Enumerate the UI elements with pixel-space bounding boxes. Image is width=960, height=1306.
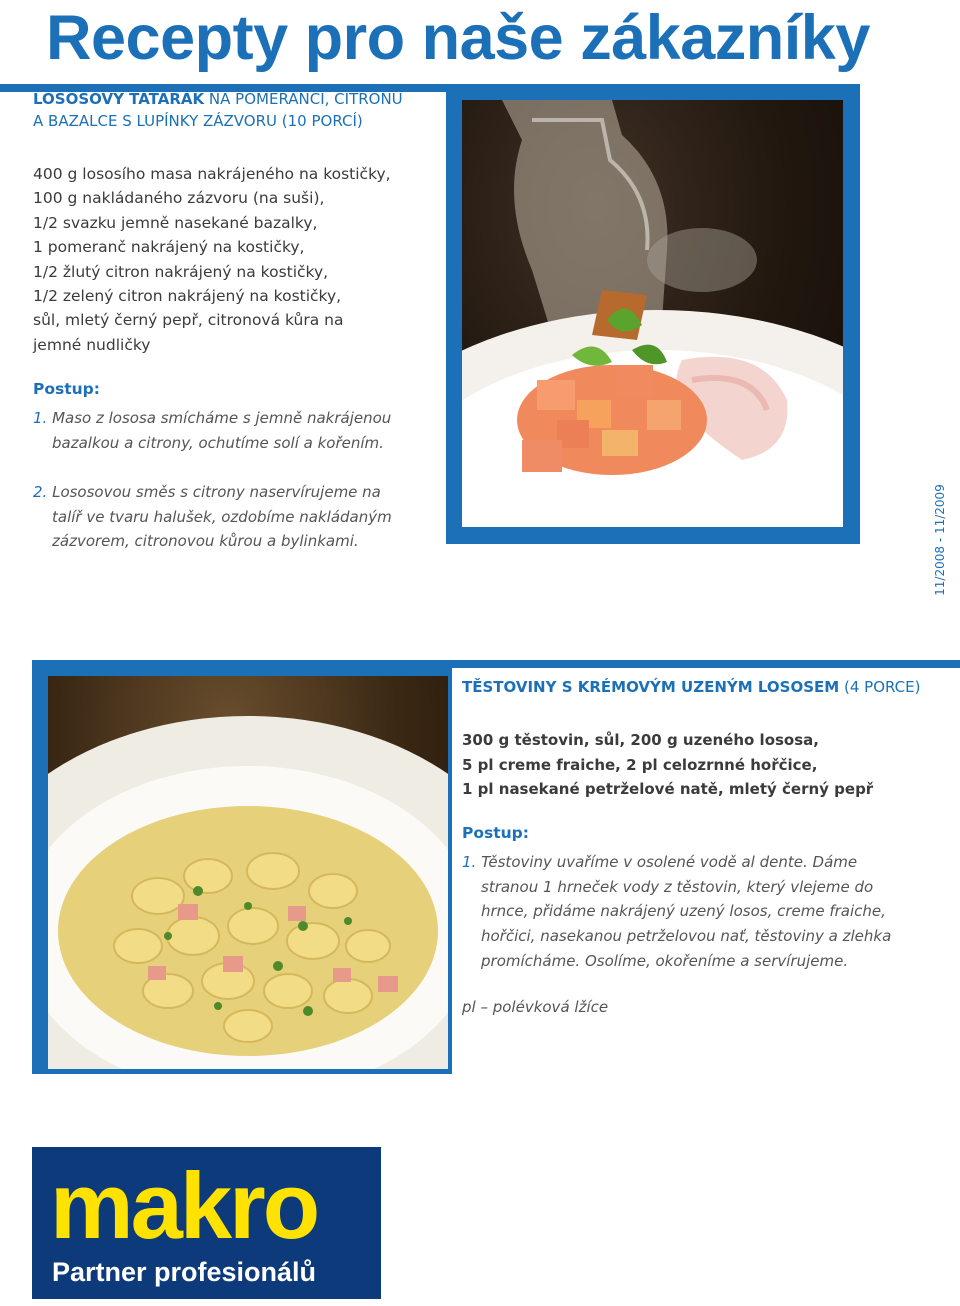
recipe1-postup-label: Postup: bbox=[33, 380, 100, 398]
ingredient-line: 1/2 svazku jemně nasekané bazalky, bbox=[33, 213, 318, 232]
ingredient-line: jemné nudličky bbox=[33, 335, 151, 354]
recipe1-ingredients bbox=[33, 162, 443, 357]
step-number: 1. bbox=[462, 853, 477, 871]
abbreviation-note: pl – polévková lžíce bbox=[462, 998, 609, 1016]
step-text: Maso z lososa smícháme s jemně nakrájenou bbox=[47, 409, 392, 427]
recipe2-title bbox=[462, 676, 960, 698]
recipe1-title-line2: A BAZALCE S LUPÍNKY ZÁZVORU (10 PORCÍ) bbox=[33, 112, 363, 130]
step-text: promícháme. Osolíme, okořeníme a servírujeme. bbox=[481, 951, 849, 970]
validity-date: 11/2008 - 11/2009 bbox=[933, 484, 947, 596]
recipe1-step-1 bbox=[33, 406, 443, 455]
ingredient-line: 300 g těstovin, sůl, 200 g uzeného lososa, bbox=[462, 731, 819, 749]
ingredient-line: 100 g nakládaného zázvoru (na suši), bbox=[33, 189, 325, 208]
recipe2-step-1 bbox=[462, 850, 952, 974]
recipe1-title-rest: NA POMERANČI, CITRONU bbox=[204, 90, 403, 108]
recipe2-ingredients bbox=[462, 728, 952, 802]
step-number: 1. bbox=[33, 409, 48, 427]
step-text: hrnce, přidáme nakrájený uzený losos, creme fraiche, bbox=[481, 902, 886, 921]
ingredient-line: 1/2 žlutý citron nakrájený na kostičky, bbox=[33, 262, 329, 281]
pasta-salmon-photo bbox=[48, 676, 448, 1069]
makro-logo bbox=[32, 1147, 381, 1299]
step-text: Lososovou směs s citrony naservírujeme na bbox=[47, 483, 381, 501]
recipe1-step-2 bbox=[33, 480, 443, 554]
recipe2-title-bold: TĚSTOVINY S KRÉMOVÝM UZENÝM LOSOSEM bbox=[462, 678, 840, 696]
logo-wordmark: makro bbox=[50, 1153, 318, 1258]
step-text: zázvorem, citronovou kůrou a bylinkami. bbox=[52, 532, 359, 551]
recipe2-postup-label: Postup: bbox=[462, 824, 529, 842]
ingredient-line: 400 g lososího masa nakrájeného na kostičky, bbox=[33, 165, 391, 183]
recipe2-title-rest: (4 PORCE) bbox=[839, 678, 921, 696]
step-number: 2. bbox=[33, 483, 48, 501]
page-title: Recepty pro naše zákazníky bbox=[46, 3, 870, 73]
step-text: talíř ve tvaru halušek, ozdobíme nakládaným bbox=[52, 507, 392, 526]
step-text: hořčici, nasekanou petrželovou nať, těstoviny a zlehka bbox=[481, 927, 892, 946]
step-text: bazalkou a citrony, ochutíme solí a kořením. bbox=[52, 433, 384, 452]
logo-tagline: Partner profesionálů bbox=[52, 1257, 317, 1287]
recipe1-title-bold: LOSOSOVÝ TATARÁK bbox=[33, 90, 205, 108]
ingredient-line: 1 pomeranč nakrájený na kostičky, bbox=[33, 238, 305, 257]
step-text: stranou 1 hrneček vody z těstovin, který vlejeme do bbox=[481, 877, 874, 896]
recipe1-title bbox=[33, 88, 433, 132]
ingredient-line: 5 pl creme fraiche, 2 pl celozrnné hořčice, bbox=[462, 755, 818, 774]
ingredient-line: 1/2 zelený citron nakrájený na kostičky, bbox=[33, 287, 342, 306]
salmon-tartare-photo bbox=[462, 100, 843, 527]
step-text: Těstoviny uvaříme v osolené vodě al dente. Dáme bbox=[476, 853, 858, 871]
ingredient-line: 1 pl nasekané petrželové natě, mletý černý pepř bbox=[462, 780, 874, 799]
ingredient-line: sůl, mletý černý pepř, citronová kůra na bbox=[33, 311, 344, 330]
